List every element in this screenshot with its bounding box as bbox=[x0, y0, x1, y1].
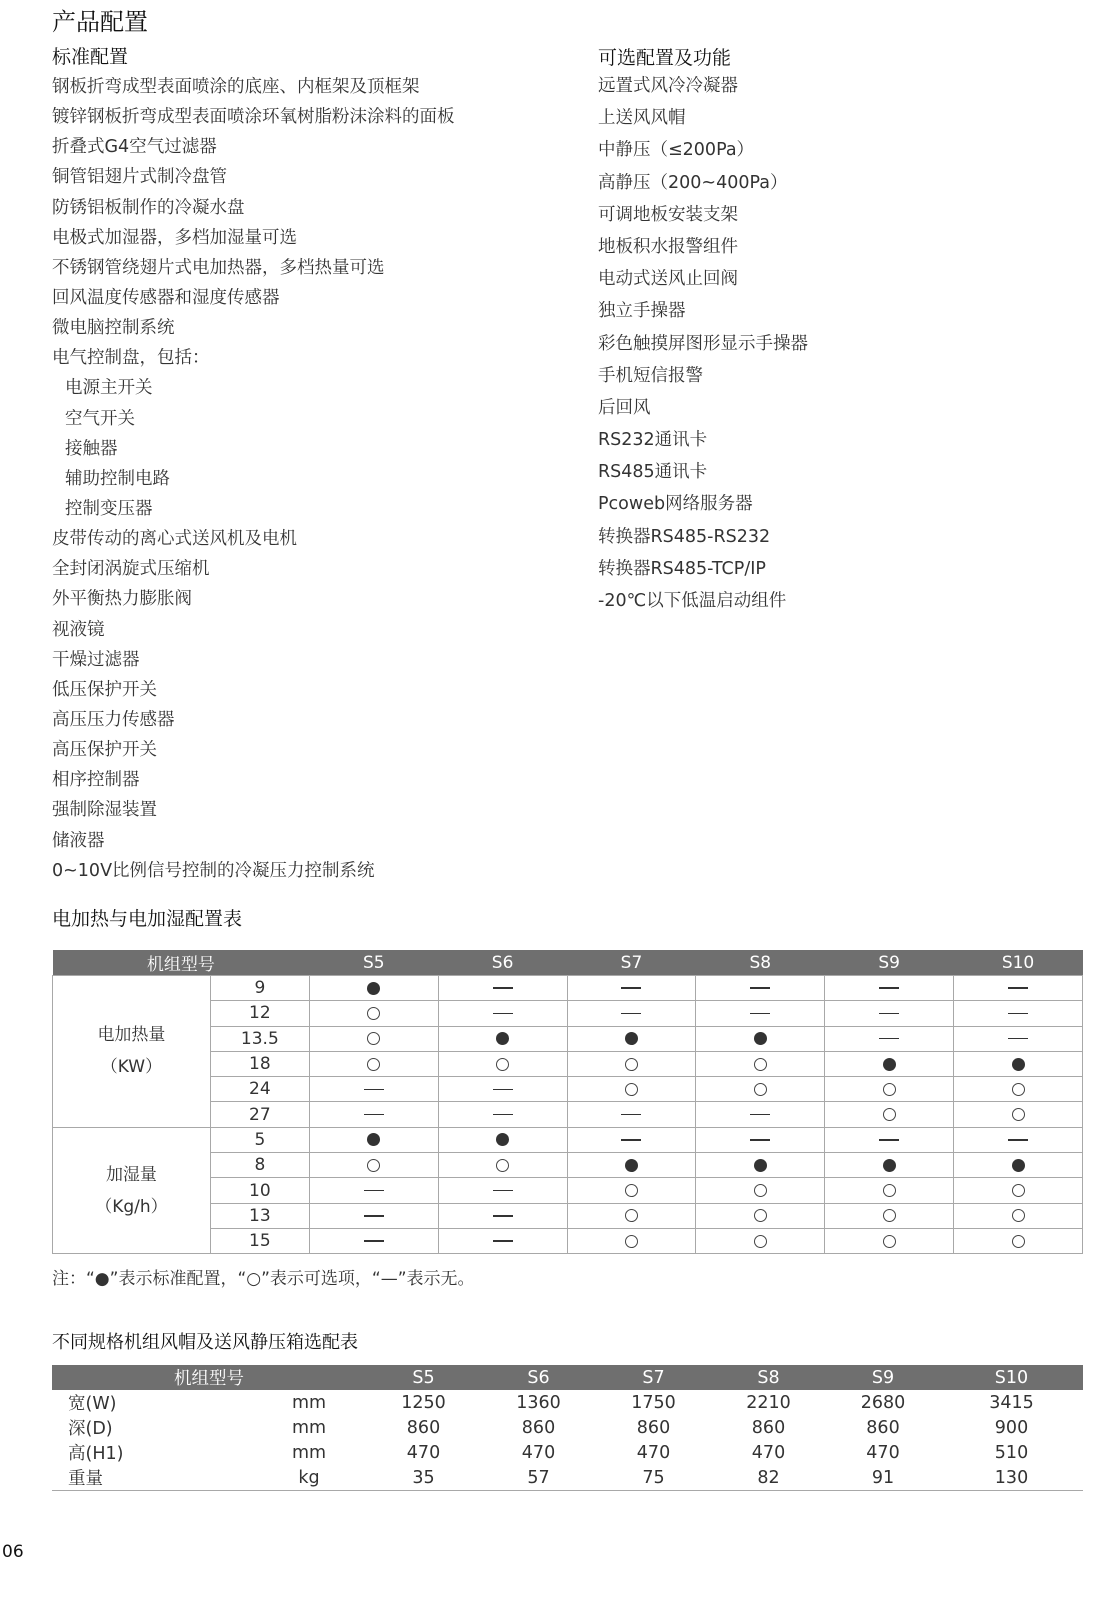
heat-humidify-table bbox=[52, 950, 1083, 1254]
model-header: S10 bbox=[940, 1365, 1083, 1390]
model-header: S7 bbox=[567, 950, 696, 976]
optional-circle-icon bbox=[625, 1235, 638, 1248]
config-cell bbox=[438, 1051, 567, 1076]
none-dash-icon bbox=[750, 1114, 770, 1116]
optional-circle-icon bbox=[367, 1007, 380, 1020]
config-cell bbox=[696, 1051, 825, 1076]
none-dash-icon bbox=[1008, 1013, 1028, 1015]
row-label: 重量 bbox=[52, 1465, 252, 1491]
standard-dot-icon bbox=[496, 1032, 509, 1045]
group-label-cell bbox=[53, 1127, 211, 1253]
value-cell: 35 bbox=[366, 1465, 481, 1491]
optional-circle-icon bbox=[1012, 1108, 1025, 1121]
none-dash-icon bbox=[621, 1114, 641, 1116]
none-dash-icon bbox=[621, 987, 641, 989]
optional-config-item: 中静压（≤200Pa） bbox=[598, 140, 755, 161]
optional-circle-icon bbox=[883, 1209, 896, 1222]
config-cell bbox=[954, 1102, 1083, 1127]
config-cell bbox=[438, 976, 567, 1001]
standard-config-item: 强制除湿装置 bbox=[52, 800, 157, 821]
optional-circle-icon bbox=[1012, 1184, 1025, 1197]
capacity-value-cell: 27 bbox=[210, 1102, 309, 1127]
optional-circle-icon bbox=[754, 1184, 767, 1197]
optional-circle-icon bbox=[754, 1209, 767, 1222]
standard-dot-icon bbox=[625, 1159, 638, 1172]
config-cell bbox=[954, 1026, 1083, 1051]
config-cell bbox=[825, 1001, 954, 1026]
standard-dot-icon bbox=[883, 1058, 896, 1071]
standard-dot-icon bbox=[496, 1133, 509, 1146]
optional-config-item: 可调地板安装支架 bbox=[598, 204, 738, 225]
config-cell bbox=[825, 1102, 954, 1127]
capacity-value-cell: 5 bbox=[210, 1127, 309, 1152]
standard-dot-icon bbox=[754, 1159, 767, 1172]
standard-config-item: 不锈钢管绕翅片式电加热器，多档热量可选 bbox=[52, 257, 385, 278]
unit-cell: mm bbox=[291, 1442, 327, 1463]
value-cell: 2210 bbox=[746, 1392, 791, 1413]
standard-config-subitem: 控制变压器 bbox=[65, 498, 153, 519]
capacity-value-cell: 10 bbox=[210, 1178, 309, 1203]
value-cell: 57 bbox=[481, 1465, 596, 1491]
standard-dot-icon bbox=[367, 982, 380, 995]
model-header: S8 bbox=[696, 950, 825, 976]
config-cell bbox=[567, 1026, 696, 1051]
none-dash-icon bbox=[879, 987, 899, 989]
capacity-value-cell: 15 bbox=[210, 1228, 309, 1253]
config-cell bbox=[438, 1026, 567, 1051]
optional-config-item: 独立手操器 bbox=[598, 301, 686, 322]
standard-config-item: 储液器 bbox=[52, 830, 105, 851]
standard-config-item: 回风温度传感器和湿度传感器 bbox=[52, 287, 280, 308]
config-cell bbox=[567, 1102, 696, 1127]
heat-table-header-label: 机组型号 bbox=[53, 950, 310, 976]
optional-config-item: 远置式风冷冷凝器 bbox=[598, 76, 738, 96]
config-cell bbox=[954, 1228, 1083, 1253]
standard-config-subitem: 电源主开关 bbox=[65, 378, 153, 399]
standard-config-item: 镀锌钢板折弯成型表面喷涂环氧树脂粉沫涂料的面板 bbox=[52, 107, 455, 128]
value-cell: 91 bbox=[826, 1465, 940, 1491]
optional-config-item: RS485通讯卡 bbox=[598, 462, 708, 483]
none-dash-icon bbox=[1008, 1139, 1028, 1141]
hood-table-header-label: 机组型号 bbox=[52, 1365, 366, 1390]
value-cell: 82 bbox=[711, 1465, 826, 1491]
standard-config-item: 外平衡热力膨胀阀 bbox=[52, 589, 192, 610]
standard-dot-icon bbox=[1012, 1058, 1025, 1071]
value-cell: 860 bbox=[636, 1417, 671, 1438]
none-dash-icon bbox=[493, 987, 513, 989]
config-cell bbox=[309, 1077, 438, 1102]
hood-table-header-row bbox=[52, 1365, 1083, 1390]
value-cell: 470 bbox=[751, 1442, 786, 1463]
unit-cell: kg bbox=[252, 1465, 366, 1491]
capacity-value-cell: 8 bbox=[210, 1153, 309, 1178]
table-row bbox=[52, 1440, 1083, 1465]
config-cell bbox=[954, 1178, 1083, 1203]
config-cell bbox=[696, 976, 825, 1001]
config-cell bbox=[567, 1077, 696, 1102]
hood-plenum-table bbox=[52, 1365, 1083, 1491]
table-row bbox=[52, 1465, 1083, 1491]
standard-config-item: 电极式加湿器，多档加湿量可选 bbox=[52, 227, 297, 248]
value-cell: 860 bbox=[521, 1417, 556, 1438]
config-cell bbox=[438, 1228, 567, 1253]
optional-circle-icon bbox=[367, 1159, 380, 1172]
optional-circle-icon bbox=[754, 1058, 767, 1071]
value-cell: 1750 bbox=[631, 1392, 676, 1413]
value-cell: 1360 bbox=[516, 1392, 561, 1413]
optional-config-item: 彩色触摸屏图形显示手操器 bbox=[598, 333, 808, 354]
none-dash-icon bbox=[1008, 987, 1028, 989]
standard-config-item: 相序控制器 bbox=[52, 770, 140, 791]
standard-config-item: 防锈铝板制作的冷凝水盘 bbox=[52, 197, 245, 218]
group-label: 加湿量 bbox=[105, 1164, 157, 1185]
config-cell bbox=[954, 1203, 1083, 1228]
config-cell bbox=[567, 1153, 696, 1178]
optional-circle-icon bbox=[496, 1159, 509, 1172]
optional-circle-icon bbox=[1012, 1235, 1025, 1248]
none-dash-icon bbox=[493, 1114, 513, 1116]
config-cell bbox=[825, 976, 954, 1001]
value-cell: 3415 bbox=[989, 1392, 1034, 1413]
standard-config-item: 高压保护开关 bbox=[52, 740, 157, 761]
hood-table-title: 不同规格机组风帽及送风静压箱选配表 bbox=[52, 1332, 358, 1353]
value-cell: 860 bbox=[406, 1417, 441, 1438]
optional-config-item: RS232通讯卡 bbox=[598, 430, 708, 451]
optional-circle-icon bbox=[883, 1083, 896, 1096]
optional-circle-icon bbox=[1012, 1209, 1025, 1222]
optional-config-heading: 可选配置及功能 bbox=[598, 47, 732, 69]
config-cell bbox=[696, 1026, 825, 1051]
value-cell: 1250 bbox=[401, 1392, 446, 1413]
standard-config-item: 微电脑控制系统 bbox=[52, 318, 175, 339]
standard-config-item: 高压压力传感器 bbox=[52, 709, 175, 730]
group-unit: （Kg/h） bbox=[95, 1196, 168, 1217]
capacity-value-cell: 24 bbox=[210, 1077, 309, 1102]
optional-config-item: 转换器RS485-TCP/IP bbox=[598, 558, 766, 579]
capacity-value-cell: 18 bbox=[210, 1051, 309, 1076]
standard-dot-icon bbox=[883, 1159, 896, 1172]
optional-config-item: Pcoweb网络服务器 bbox=[598, 494, 753, 515]
optional-config-list bbox=[598, 71, 808, 618]
page-title: 产品配置 bbox=[52, 8, 148, 36]
optional-circle-icon bbox=[367, 1032, 380, 1045]
config-cell bbox=[309, 1127, 438, 1152]
optional-config-item: 电动式送风止回阀 bbox=[598, 269, 738, 290]
none-dash-icon bbox=[493, 1240, 513, 1242]
row-label: 深(D) bbox=[68, 1419, 113, 1439]
model-header: S8 bbox=[711, 1365, 826, 1390]
config-cell bbox=[567, 1203, 696, 1228]
standard-config-item: 折叠式G4空气过滤器 bbox=[52, 137, 217, 158]
table-row bbox=[53, 976, 1083, 1001]
group-label: 电加热量 bbox=[97, 1025, 166, 1046]
standard-config-item: 铜管铝翅片式制冷盘管 bbox=[52, 167, 227, 188]
none-dash-icon bbox=[750, 1139, 770, 1141]
config-cell bbox=[438, 1077, 567, 1102]
capacity-value-cell: 13.5 bbox=[210, 1026, 309, 1051]
config-cell bbox=[567, 1051, 696, 1076]
standard-config-item: 皮带传动的离心式送风机及电机 bbox=[52, 529, 297, 550]
optional-circle-icon bbox=[625, 1184, 638, 1197]
none-dash-icon bbox=[621, 1013, 641, 1015]
optional-circle-icon bbox=[367, 1058, 380, 1071]
config-cell bbox=[438, 1203, 567, 1228]
config-cell bbox=[309, 1153, 438, 1178]
none-dash-icon bbox=[879, 1038, 899, 1040]
value-cell: 470 bbox=[521, 1442, 556, 1463]
none-dash-icon bbox=[1008, 1038, 1028, 1040]
none-dash-icon bbox=[364, 1215, 384, 1217]
optional-circle-icon bbox=[1012, 1083, 1025, 1096]
model-header: S5 bbox=[366, 1365, 481, 1390]
model-header: S9 bbox=[826, 1365, 940, 1390]
optional-circle-icon bbox=[496, 1058, 509, 1071]
config-cell bbox=[438, 1127, 567, 1152]
optional-circle-icon bbox=[625, 1209, 638, 1222]
value-cell: 2680 bbox=[860, 1392, 906, 1413]
config-cell bbox=[696, 1178, 825, 1203]
config-cell bbox=[567, 1127, 696, 1152]
config-cell bbox=[696, 1203, 825, 1228]
capacity-value-cell: 12 bbox=[210, 1001, 309, 1026]
value-cell: 470 bbox=[636, 1442, 671, 1463]
model-header: S6 bbox=[481, 1365, 596, 1390]
value-cell: 900 bbox=[994, 1417, 1029, 1438]
config-cell bbox=[438, 1153, 567, 1178]
config-cell bbox=[825, 1228, 954, 1253]
none-dash-icon bbox=[750, 987, 770, 989]
standard-config-heading: 标准配置 bbox=[52, 46, 129, 68]
value-cell: 470 bbox=[406, 1442, 441, 1463]
optional-config-item: 高静压（200~400Pa） bbox=[598, 172, 788, 193]
config-cell bbox=[954, 1077, 1083, 1102]
config-cell bbox=[696, 1102, 825, 1127]
standard-config-list bbox=[52, 72, 455, 886]
capacity-value-cell: 13 bbox=[210, 1203, 309, 1228]
none-dash-icon bbox=[493, 1190, 513, 1192]
unit-cell: mm bbox=[291, 1392, 327, 1413]
none-dash-icon bbox=[493, 1089, 513, 1091]
standard-config-item: 钢板折弯成型表面喷涂的底座、内框架及顶框架 bbox=[52, 77, 420, 97]
table-row bbox=[52, 1415, 1083, 1440]
none-dash-icon bbox=[364, 1114, 384, 1116]
group-label-cell bbox=[53, 976, 211, 1128]
config-cell bbox=[825, 1203, 954, 1228]
config-cell bbox=[309, 1203, 438, 1228]
none-dash-icon bbox=[621, 1139, 641, 1141]
optional-circle-icon bbox=[754, 1235, 767, 1248]
config-cell bbox=[567, 1178, 696, 1203]
config-cell bbox=[825, 1077, 954, 1102]
none-dash-icon bbox=[750, 1013, 770, 1015]
value-cell: 470 bbox=[866, 1442, 900, 1463]
model-header: S7 bbox=[596, 1365, 711, 1390]
standard-dot-icon bbox=[754, 1032, 767, 1045]
unit-cell: mm bbox=[291, 1417, 327, 1438]
config-cell bbox=[567, 1228, 696, 1253]
standard-dot-icon bbox=[1012, 1159, 1025, 1172]
standard-config-subitem: 辅助控制电路 bbox=[65, 468, 170, 489]
config-cell bbox=[825, 1026, 954, 1051]
standard-config-item: 电气控制盘，包括： bbox=[52, 348, 210, 369]
optional-config-item: 后回风 bbox=[598, 397, 651, 418]
optional-circle-icon bbox=[625, 1058, 638, 1071]
config-cell bbox=[954, 1001, 1083, 1026]
optional-config-item: 地板积水报警组件 bbox=[598, 236, 738, 257]
group-unit: （KW） bbox=[100, 1057, 163, 1078]
optional-config-item: 转换器RS485-RS232 bbox=[598, 526, 771, 547]
optional-circle-icon bbox=[883, 1184, 896, 1197]
model-header: S6 bbox=[438, 950, 567, 976]
optional-circle-icon bbox=[883, 1108, 896, 1121]
value-cell: 510 bbox=[994, 1442, 1029, 1463]
none-dash-icon bbox=[364, 1240, 384, 1242]
optional-circle-icon bbox=[625, 1083, 638, 1096]
config-cell bbox=[954, 1051, 1083, 1076]
config-cell bbox=[309, 1026, 438, 1051]
none-dash-icon bbox=[364, 1089, 384, 1091]
config-cell bbox=[825, 1178, 954, 1203]
model-header: S5 bbox=[309, 950, 438, 976]
config-cell bbox=[309, 976, 438, 1001]
value-cell: 860 bbox=[866, 1417, 900, 1438]
none-dash-icon bbox=[364, 1190, 384, 1192]
optional-config-item: 手机短信报警 bbox=[598, 365, 703, 386]
config-cell bbox=[696, 1228, 825, 1253]
standard-config-item: 视液镜 bbox=[52, 619, 105, 640]
none-dash-icon bbox=[879, 1139, 899, 1141]
standard-dot-icon bbox=[625, 1032, 638, 1045]
table-row bbox=[53, 1127, 1083, 1152]
config-cell bbox=[309, 1228, 438, 1253]
heat-humidify-table-title: 电加热与电加湿配置表 bbox=[52, 908, 243, 930]
config-cell bbox=[954, 1127, 1083, 1152]
config-cell bbox=[825, 1153, 954, 1178]
optional-circle-icon bbox=[754, 1083, 767, 1096]
optional-circle-icon bbox=[883, 1235, 896, 1248]
heat-table-header-row bbox=[53, 950, 1083, 976]
model-header: S10 bbox=[954, 950, 1083, 976]
config-cell bbox=[696, 1077, 825, 1102]
value-cell: 130 bbox=[940, 1465, 1083, 1491]
config-cell bbox=[438, 1001, 567, 1026]
config-cell bbox=[309, 1178, 438, 1203]
standard-config-item: 低压保护开关 bbox=[52, 679, 157, 700]
config-cell bbox=[696, 1127, 825, 1152]
standard-config-subitem: 接触器 bbox=[65, 438, 118, 459]
optional-config-item: -20℃以下低温启动组件 bbox=[598, 591, 787, 611]
standard-config-subitem: 空气开关 bbox=[65, 408, 135, 429]
config-cell bbox=[438, 1102, 567, 1127]
config-cell bbox=[954, 976, 1083, 1001]
row-label: 宽(W) bbox=[68, 1394, 117, 1414]
value-cell: 75 bbox=[596, 1465, 711, 1491]
config-cell bbox=[825, 1051, 954, 1076]
none-dash-icon bbox=[493, 1013, 513, 1015]
none-dash-icon bbox=[493, 1215, 513, 1217]
config-cell bbox=[696, 1001, 825, 1026]
config-cell bbox=[567, 1001, 696, 1026]
config-cell bbox=[438, 1178, 567, 1203]
optional-config-item: 上送风风帽 bbox=[598, 108, 686, 129]
legend-note: 注：“●”表示标准配置，“○”表示可选项，“—”表示无。 bbox=[52, 1269, 475, 1289]
standard-dot-icon bbox=[367, 1133, 380, 1146]
config-cell bbox=[309, 1102, 438, 1127]
config-cell bbox=[696, 1153, 825, 1178]
standard-config-item: 全封闭涡旋式压缩机 bbox=[52, 559, 210, 580]
standard-config-item: 干燥过滤器 bbox=[52, 649, 140, 670]
row-label: 高(H1) bbox=[68, 1444, 124, 1464]
none-dash-icon bbox=[879, 1013, 899, 1015]
config-cell bbox=[954, 1153, 1083, 1178]
config-cell bbox=[567, 976, 696, 1001]
page-number: 06 bbox=[2, 1542, 24, 1562]
config-cell bbox=[309, 1001, 438, 1026]
model-header: S9 bbox=[825, 950, 954, 976]
config-cell bbox=[309, 1051, 438, 1076]
standard-config-item: 0~10V比例信号控制的冷凝压力控制系统 bbox=[52, 860, 375, 881]
capacity-value-cell: 9 bbox=[210, 976, 309, 1001]
value-cell: 860 bbox=[751, 1417, 786, 1438]
config-cell bbox=[825, 1127, 954, 1152]
table-row bbox=[52, 1390, 1083, 1415]
